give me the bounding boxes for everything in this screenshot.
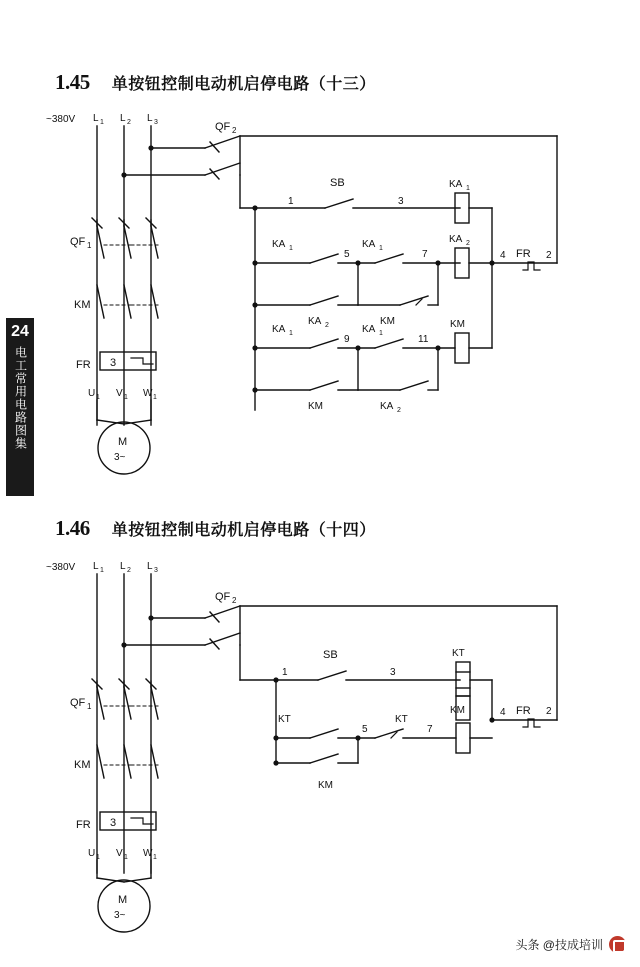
node-2-row2: 2	[546, 250, 552, 261]
circuit-diagram-1-46	[0, 548, 640, 948]
side-tab-number: 24	[11, 323, 29, 340]
node-7-row2-2: 7	[427, 724, 433, 735]
sb-label-2: SB	[323, 649, 338, 661]
node-4-row2-2: 4	[500, 707, 506, 718]
node-5-row2-2: 5	[362, 724, 368, 735]
node-7-row2: 7	[422, 249, 428, 260]
phase-l3-1: L	[147, 113, 153, 124]
side-tab-label: 电工常用电路图集	[13, 346, 28, 450]
svg-text:1: 1	[153, 854, 157, 861]
motor-terminal-u-1: U	[88, 388, 96, 399]
motor-label-m-2: M	[118, 894, 128, 906]
svg-text:1: 1	[124, 854, 128, 861]
phase-l3-2: L	[147, 561, 153, 572]
phase-l2-2: L	[120, 561, 126, 572]
km-coil-label-2a: KM	[450, 705, 465, 716]
ka1-coil-label-1: KA	[449, 179, 463, 190]
fr-box-number-2: 3	[110, 817, 117, 829]
sb-label-1: SB	[330, 177, 345, 189]
ka1-contact-label-r4a: KA	[272, 324, 286, 335]
svg-text:1: 1	[100, 119, 104, 126]
node-2-row2-2: 2	[546, 706, 552, 717]
footer-watermark	[515, 936, 626, 953]
svg-text:1: 1	[466, 185, 470, 192]
kt-coil-label-2: KT	[452, 648, 465, 659]
motor-label-phase-2: 3~	[114, 910, 126, 921]
motor-terminal-v-2: V	[116, 848, 123, 859]
supply-label-1: ~380V	[46, 114, 76, 125]
node-3-row1-2: 3	[390, 667, 396, 678]
km-contact-label-r5: KM	[308, 401, 323, 412]
svg-text:1: 1	[87, 702, 92, 711]
svg-text:3: 3	[154, 119, 158, 126]
svg-text:2: 2	[466, 240, 470, 247]
section-header-1-45	[55, 70, 376, 95]
motor-label-m-1: M	[118, 436, 128, 448]
phase-l1-2: L	[93, 561, 99, 572]
qf2-label-2: QF	[215, 591, 231, 603]
section-title: 单按钮控制电动机启停电路（十四）	[111, 522, 376, 539]
ka2-contact-label-r5: KA	[380, 401, 394, 412]
motor-terminal-v-1: V	[116, 388, 123, 399]
motor-terminal-w-1: W	[143, 388, 153, 399]
section-number: 1.46	[55, 516, 90, 540]
motor-terminal-w-2: W	[143, 848, 153, 859]
svg-text:2: 2	[127, 567, 131, 574]
fr-contact-label-1: FR	[516, 248, 531, 260]
km-main-label-1: KM	[74, 299, 91, 311]
motor-label-phase-1: 3~	[114, 452, 126, 463]
kt-contact-label-r2a: KT	[278, 714, 291, 725]
node-9-row4: 9	[344, 334, 350, 345]
svg-text:1: 1	[96, 854, 100, 861]
fr-box-number-1: 3	[110, 357, 117, 369]
km-coil-label-1: KM	[450, 319, 465, 330]
motor-terminal-u-2: U	[88, 848, 96, 859]
fr-main-label-2: FR	[76, 819, 91, 831]
svg-text:1: 1	[379, 330, 383, 337]
svg-text:2: 2	[232, 596, 237, 605]
svg-text:3: 3	[154, 567, 158, 574]
section-number: 1.45	[55, 70, 90, 94]
svg-text:2: 2	[127, 119, 131, 126]
svg-text:1: 1	[379, 245, 383, 252]
km-contact-label-r3-2: KM	[318, 780, 333, 791]
svg-text:1: 1	[289, 330, 293, 337]
qf1-label-2: QF	[70, 697, 86, 709]
fr-main-label-1: FR	[76, 359, 91, 371]
svg-text:1: 1	[153, 394, 157, 401]
kt-contact-label-r2b: KT	[395, 714, 408, 725]
ka1-contact-label-r2a: KA	[272, 239, 286, 250]
phase-l1-1: L	[93, 113, 99, 124]
phase-l2-1: L	[120, 113, 126, 124]
svg-text:1: 1	[96, 394, 100, 401]
svg-text:1: 1	[87, 241, 92, 250]
ka1-contact-label-r2b: KA	[362, 239, 376, 250]
km-main-label-2: KM	[74, 759, 91, 771]
ka1-contact-label-r4b: KA	[362, 324, 376, 335]
node-11-row4: 11	[418, 334, 429, 345]
ka2-contact-label-r3: KA	[308, 316, 322, 327]
km-contact-label-r3: KM	[380, 316, 395, 327]
svg-text:1: 1	[289, 245, 293, 252]
qf2-label-1: QF	[215, 121, 231, 133]
svg-text:1: 1	[100, 567, 104, 574]
svg-text:2: 2	[232, 126, 237, 135]
footer-text: 头条 @技成培训	[515, 938, 603, 952]
node-3-row1: 3	[398, 196, 404, 207]
node-5-row2: 5	[344, 249, 350, 260]
svg-text:2: 2	[397, 407, 401, 414]
node-4-row2: 4	[500, 250, 506, 261]
section-header-1-46	[55, 516, 376, 541]
svg-text:1: 1	[124, 394, 128, 401]
qf1-label-1: QF	[70, 236, 86, 248]
node-1-row1: 1	[288, 196, 294, 207]
node-1-row1-2: 1	[282, 667, 288, 678]
fr-contact-label-2: FR	[516, 705, 531, 717]
circle-logo-icon	[609, 936, 626, 953]
section-title: 单按钮控制电动机启停电路（十三）	[111, 76, 376, 93]
circuit-diagram-1-45	[0, 100, 640, 500]
ka2-coil-label-1: KA	[449, 234, 463, 245]
svg-text:2: 2	[325, 322, 329, 329]
supply-label-2: ~380V	[46, 562, 76, 573]
